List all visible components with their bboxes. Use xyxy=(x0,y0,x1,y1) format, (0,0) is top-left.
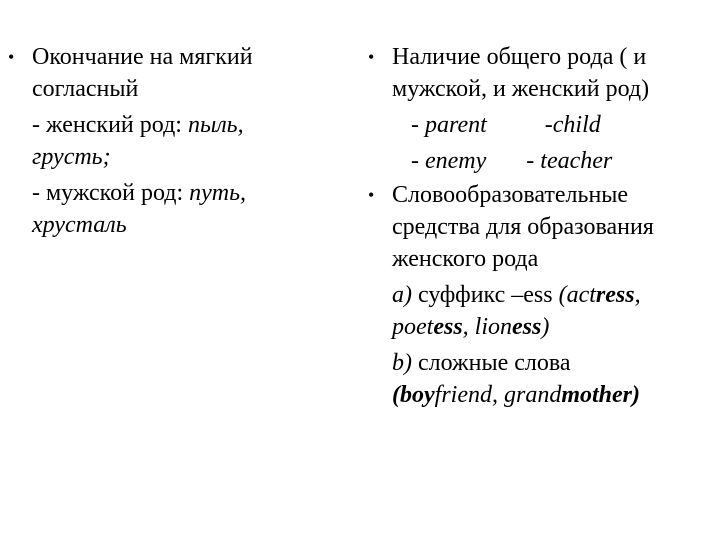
suffix-example-poetess-start: poet xyxy=(392,314,434,340)
feminine-example-b: грусть; xyxy=(32,144,111,170)
soft-consonant-ending-item xyxy=(8,41,338,241)
compound-example-boy-bold: boy xyxy=(400,382,435,408)
example-teacher: - teacher xyxy=(526,148,613,174)
compound-subitem xyxy=(392,347,718,411)
word-formation-line2: средства для образования xyxy=(392,214,654,240)
common-gender-line2: мужской, и женский род) xyxy=(392,76,650,102)
feminine-label: - женский род: xyxy=(32,112,188,138)
masculine-label: - мужской род: xyxy=(32,180,190,206)
masculine-examples xyxy=(32,177,338,241)
common-gender-examples xyxy=(392,109,718,177)
suffix-example-actress-start: (act xyxy=(558,282,596,308)
word-formation-line3: женского рода xyxy=(392,246,539,272)
right-column xyxy=(368,41,718,411)
feminine-examples xyxy=(32,109,338,173)
suffix-example-actress-bold: ress xyxy=(595,282,635,308)
bullet-icon: • xyxy=(368,185,375,205)
suffix-label: a) xyxy=(392,282,412,308)
word-formation-line1: Словообразовательные xyxy=(392,182,629,208)
example-enemy: - enemy xyxy=(411,148,487,174)
bullet-icon: • xyxy=(368,47,375,67)
suffix-text: суффикс –ess xyxy=(412,282,559,308)
compound-close: ) xyxy=(632,382,641,408)
masculine-example-b: хрусталь xyxy=(32,212,127,238)
common-gender-line1: Наличие общего рода ( и xyxy=(392,44,647,70)
soft-ending-heading-line1: Окончание на мягкий xyxy=(32,44,253,70)
feminine-example-a: пыль, xyxy=(187,112,244,138)
suffix-example-close: ) xyxy=(541,314,550,340)
example-parent: - parent xyxy=(411,112,487,138)
masculine-example-a: путь, xyxy=(189,180,247,206)
compound-text: сложные слова xyxy=(412,350,571,376)
compound-example-mother-bold: mother xyxy=(561,382,633,408)
suffix-example-actress-end: , xyxy=(634,282,641,308)
soft-ending-heading-line2: согласный xyxy=(32,76,139,102)
common-gender-item xyxy=(368,41,718,177)
compound-open: ( xyxy=(392,382,400,408)
example-child: -child xyxy=(544,112,601,138)
bullet-icon: • xyxy=(8,47,15,67)
compound-example-rest: friend, grand xyxy=(434,382,562,408)
suffix-example-lioness-bold: ess xyxy=(512,314,542,340)
suffix-subitem xyxy=(392,279,718,343)
suffix-example-lioness-start: , lion xyxy=(462,314,513,340)
left-column xyxy=(8,41,338,241)
word-formation-item xyxy=(368,179,718,411)
compound-label: b) xyxy=(392,350,412,376)
suffix-example-poetess-bold: ess xyxy=(433,314,463,340)
